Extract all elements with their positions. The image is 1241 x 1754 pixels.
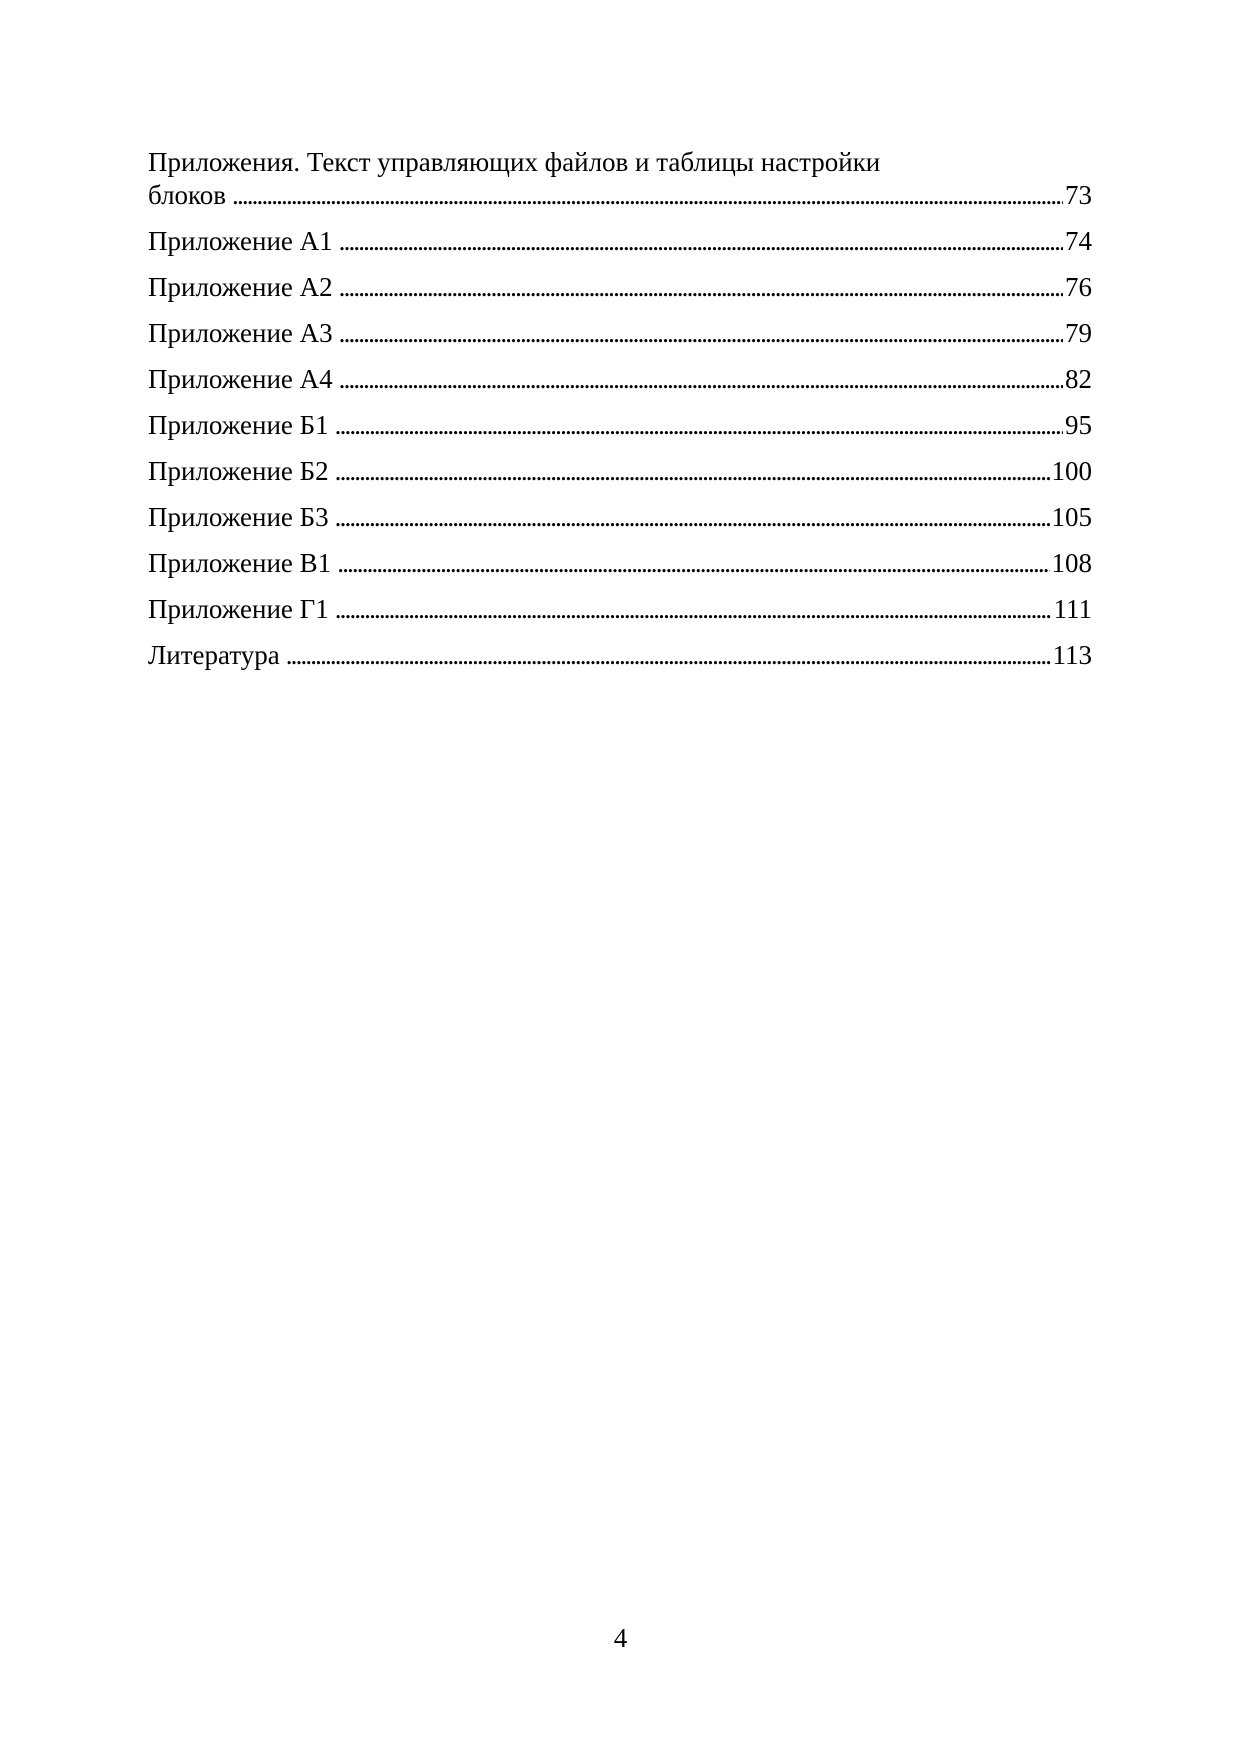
dot-leader bbox=[335, 409, 1063, 442]
dot-leader bbox=[339, 225, 1063, 258]
dot-leader bbox=[232, 179, 1063, 212]
toc-entry-page: 111 bbox=[1053, 594, 1092, 624]
dot-leader bbox=[286, 639, 1051, 672]
toc-entry[interactable] bbox=[148, 593, 1092, 626]
toc-entry[interactable] bbox=[148, 225, 1092, 258]
dot-leader bbox=[339, 317, 1063, 350]
toc-entry-title: Приложение Б1 bbox=[148, 410, 329, 440]
toc-entry-title: Приложение А3 bbox=[148, 318, 333, 348]
toc-entry[interactable] bbox=[148, 363, 1092, 396]
toc-entry-page: 108 bbox=[1051, 548, 1092, 578]
toc-entry-title: Приложение Б3 bbox=[148, 502, 329, 532]
toc-entry-title: Приложение А1 bbox=[148, 226, 333, 256]
toc-entry[interactable] bbox=[148, 501, 1092, 534]
toc-entry[interactable] bbox=[148, 409, 1092, 442]
toc-entry-title: Литература bbox=[148, 640, 280, 670]
toc-entry-appendices-line2 bbox=[148, 179, 1092, 212]
dot-leader bbox=[339, 271, 1063, 304]
dot-leader bbox=[335, 455, 1050, 488]
toc-entry-page: 95 bbox=[1065, 410, 1092, 440]
toc-entry-page: 74 bbox=[1065, 226, 1092, 256]
toc-entry-title: Приложение Б2 bbox=[148, 456, 329, 486]
toc-entry[interactable] bbox=[148, 547, 1092, 580]
page-number: 4 bbox=[613, 1623, 628, 1653]
dot-leader bbox=[335, 501, 1050, 534]
dot-leader bbox=[339, 363, 1063, 396]
toc-entry-page: 100 bbox=[1051, 456, 1092, 486]
toc-entry[interactable] bbox=[148, 317, 1092, 350]
toc-entry-title: Приложение А4 bbox=[148, 364, 333, 394]
toc-entry-page: 113 bbox=[1052, 640, 1092, 670]
dot-leader bbox=[337, 547, 1049, 580]
toc-entry-appendices[interactable] bbox=[148, 146, 1092, 212]
toc-entry[interactable] bbox=[148, 639, 1092, 672]
toc-entry[interactable] bbox=[148, 455, 1092, 488]
toc-entry-page: 76 bbox=[1065, 272, 1092, 302]
toc-entry-title-line2: блоков bbox=[148, 180, 227, 210]
toc-entry-title: Приложение А2 bbox=[148, 272, 333, 302]
toc-entry-page: 73 bbox=[1065, 180, 1092, 210]
toc-entry-page: 79 bbox=[1065, 318, 1092, 348]
toc-entry-title: Приложение В1 bbox=[148, 548, 332, 578]
toc-entry-title-line1: Приложения. Текст управляющих файлов и таблицы настройки bbox=[148, 147, 881, 177]
table-of-contents bbox=[148, 146, 1092, 685]
dot-leader bbox=[335, 593, 1052, 626]
toc-entry-page: 82 bbox=[1065, 364, 1092, 394]
toc-entry-page: 105 bbox=[1051, 502, 1092, 532]
toc-entry-title: Приложение Г1 bbox=[148, 594, 329, 624]
toc-entry[interactable] bbox=[148, 271, 1092, 304]
